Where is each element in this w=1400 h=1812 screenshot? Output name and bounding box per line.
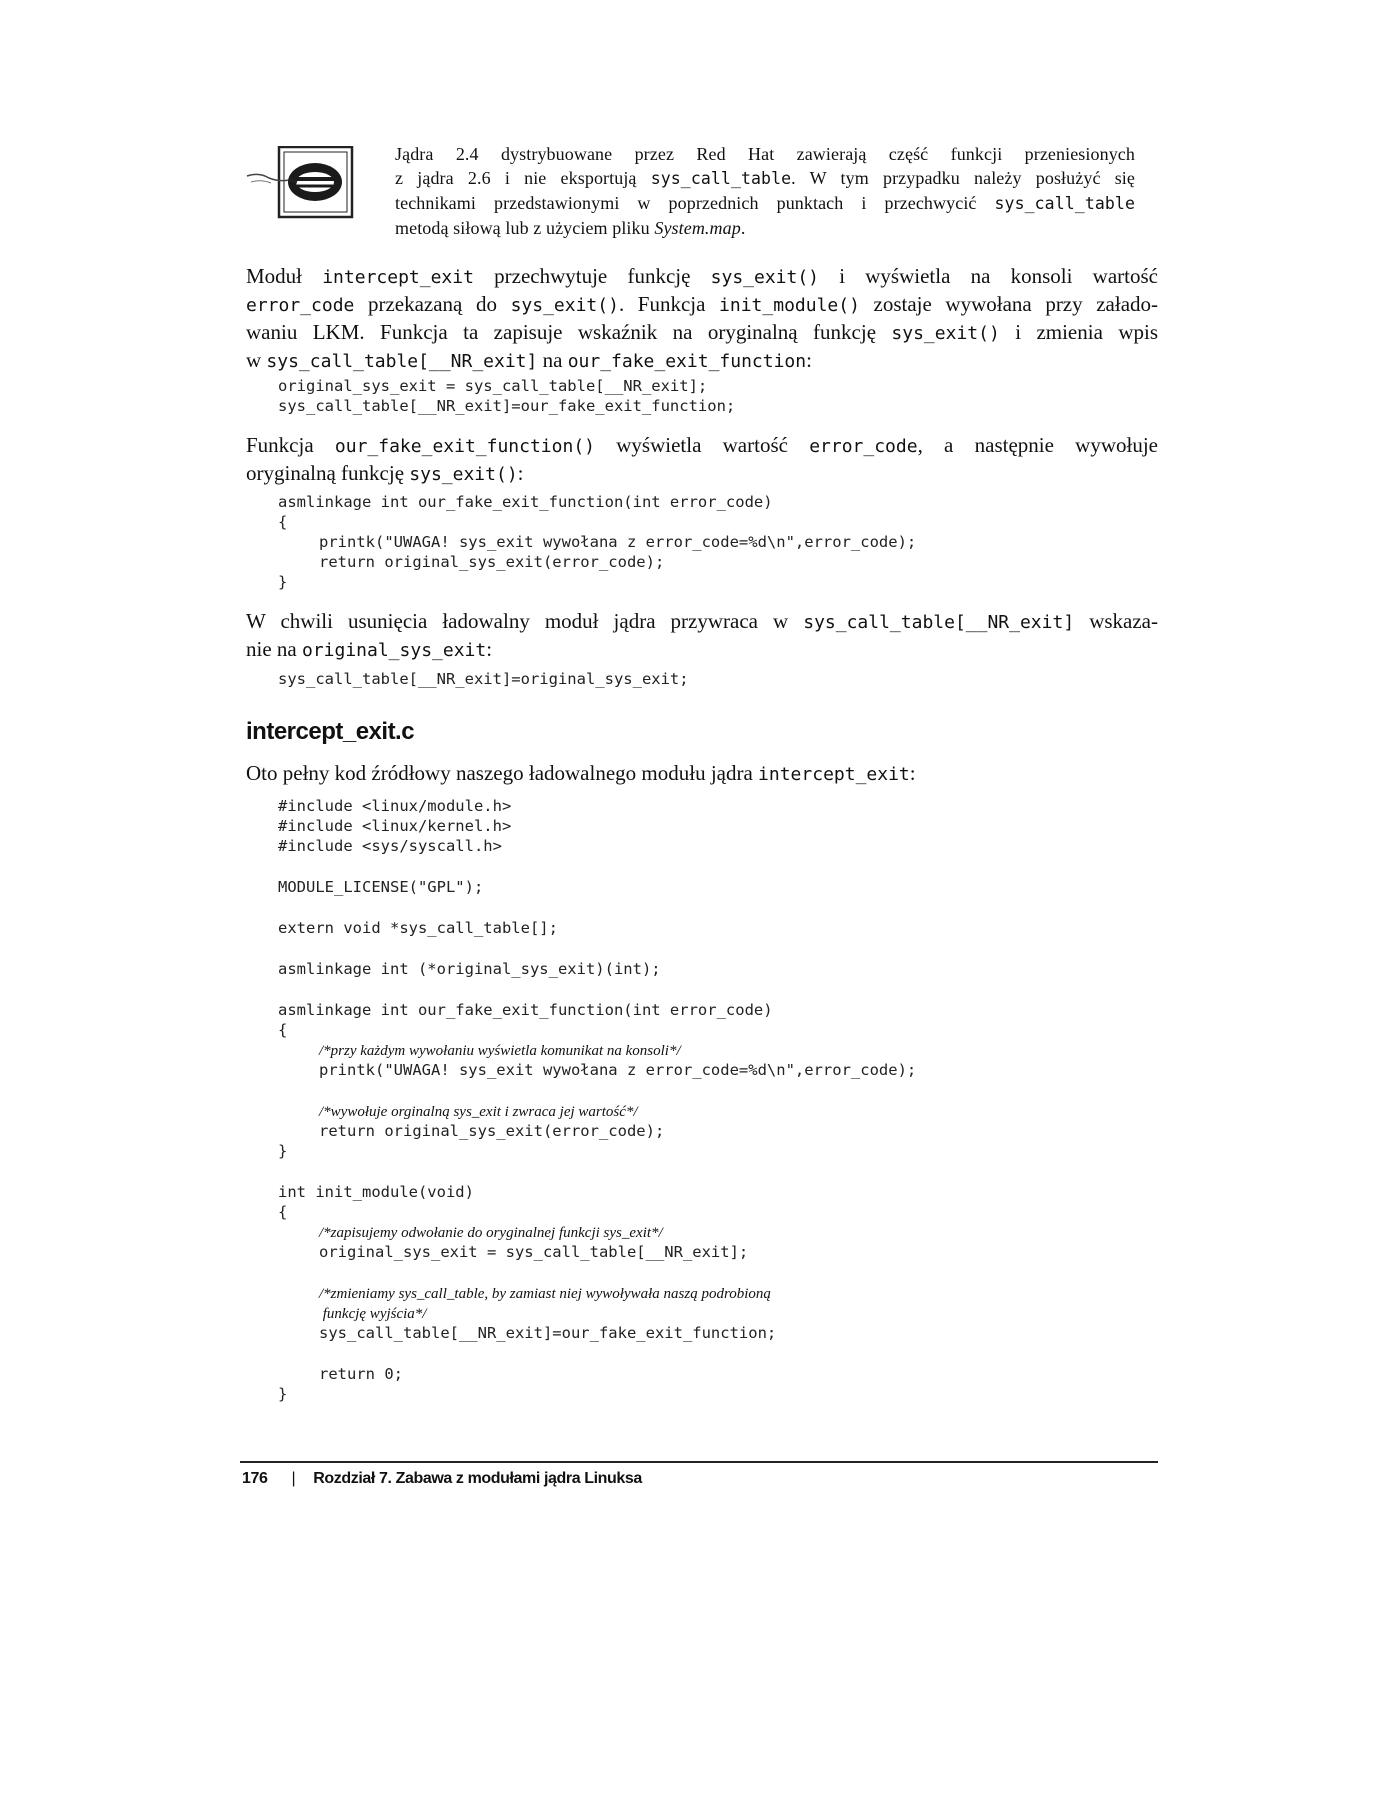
inline-code: sys_call_table[__NR_exit] xyxy=(803,612,1075,633)
code-line xyxy=(278,938,916,959)
note-line xyxy=(395,191,1135,216)
section-heading: intercept_exit.c xyxy=(246,718,415,745)
page-number: 176 xyxy=(242,1470,268,1487)
note-line xyxy=(395,216,1135,240)
code-block-full-source xyxy=(278,796,916,1404)
code-line: #include <linux/module.h> xyxy=(278,797,512,815)
code-line: } xyxy=(278,573,288,591)
inline-code: intercept_exit xyxy=(758,764,910,785)
inline-code: sys_exit() xyxy=(409,464,518,485)
code-block-restore xyxy=(278,669,689,689)
code-line: return original_sys_exit(error_code); xyxy=(319,553,665,571)
code-line: asmlinkage int (*original_sys_exit)(int); xyxy=(278,960,661,978)
code-line xyxy=(278,1343,916,1364)
code-comment: funkcję wyjścia*/ xyxy=(319,1306,427,1322)
text-run: Jądra 2.4 dystrybuowane przez Red Hat zawierają część funkcji przeniesionych xyxy=(395,144,1135,164)
page-footer xyxy=(242,1470,642,1488)
trap-icon xyxy=(245,146,355,224)
inline-code: error_code xyxy=(809,436,918,457)
inline-code: sys_call_table xyxy=(650,169,792,188)
text-run: . xyxy=(740,218,746,238)
code-line: #include <sys/syscall.h> xyxy=(278,837,502,855)
text-run: : xyxy=(909,761,916,785)
text-run: przekazaną do xyxy=(354,292,511,316)
text-run: Moduł xyxy=(246,264,323,288)
note-line xyxy=(395,166,1135,191)
paragraph-line xyxy=(246,460,1158,488)
code-line: { xyxy=(278,513,288,531)
footer-divider xyxy=(240,1461,1158,1463)
text-run: i wyświetla na konsoli wartość xyxy=(819,264,1158,288)
code-line xyxy=(278,1080,916,1101)
code-comment: /*przy każdym wywołaniu wyświetla komunikat na konsoli*/ xyxy=(319,1043,681,1059)
inline-code: our_fake_exit_function() xyxy=(334,436,595,457)
code-line: printk("UWAGA! sys_exit wywołana z error_code=%d\n",error_code); xyxy=(319,533,917,551)
text-run: na xyxy=(537,348,568,372)
code-line: original_sys_exit = sys_call_table[__NR_exit]; xyxy=(319,1243,749,1261)
inline-code: sys_exit() xyxy=(710,267,820,288)
text-run: Funkcja xyxy=(246,433,335,457)
text-run: technikami przedstawionymi w poprzednich punktach i przechwycić xyxy=(395,193,995,213)
paragraph-line xyxy=(246,608,1158,636)
code-line: return original_sys_exit(error_code); xyxy=(319,1122,665,1140)
text-run: metodą siłową lub z użyciem pliku xyxy=(395,218,655,238)
text-run: wyświetla wartość xyxy=(595,433,810,457)
inline-code: intercept_exit xyxy=(322,267,474,288)
code-line xyxy=(278,979,916,1000)
text-run: , a następnie wywołuje xyxy=(917,433,1158,457)
code-line: { xyxy=(278,1203,288,1221)
text-run: Oto pełny kod źródłowy naszego ładowalnego modułu jądra xyxy=(246,761,759,785)
text-run: w xyxy=(246,348,267,372)
inline-code: sys_call_table xyxy=(994,194,1135,213)
paragraph-line xyxy=(246,432,1158,460)
code-line xyxy=(278,1161,916,1182)
code-block-fake-function xyxy=(278,492,916,592)
paragraph-line xyxy=(246,319,1158,347)
code-line: sys_call_table[__NR_exit]=original_sys_exit; xyxy=(278,670,689,688)
inline-code: init_module() xyxy=(719,295,860,316)
inline-code: sys_exit() xyxy=(891,323,1000,344)
footer-separator: | xyxy=(291,1470,296,1487)
inline-code: error_code xyxy=(246,295,355,316)
text-run: i zmienia wpis xyxy=(999,320,1158,344)
text-run: oryginalną funkcję xyxy=(246,461,410,485)
text-run: przechwytuje funkcję xyxy=(473,264,711,288)
text-run: System.map xyxy=(654,218,741,238)
code-line: } xyxy=(278,1142,288,1160)
text-run: waniu LKM. Funkcja ta zapisuje wskaźnik na oryginalną funkcję xyxy=(246,320,892,344)
paragraph-fake-function xyxy=(246,432,1158,488)
code-line: printk("UWAGA! sys_exit wywołana z error_code=%d\n",error_code); xyxy=(319,1061,917,1079)
code-line: asmlinkage int our_fake_exit_function(int error_code) xyxy=(278,1001,773,1019)
note-text xyxy=(395,142,1135,240)
text-run: : xyxy=(517,461,524,485)
paragraph-full-source xyxy=(246,760,1158,788)
paragraph-restore xyxy=(246,608,1158,664)
text-run: : xyxy=(806,348,812,372)
code-comment: /*zapisujemy odwołanie do oryginalnej funkcji sys_exit*/ xyxy=(319,1225,663,1241)
note-line xyxy=(395,142,1135,166)
code-line: asmlinkage int our_fake_exit_function(int error_code) xyxy=(278,493,773,511)
code-line: { xyxy=(278,1021,288,1039)
code-line: sys_call_table[__NR_exit]=our_fake_exit_function; xyxy=(319,1324,777,1342)
paragraph-line xyxy=(246,760,1158,788)
text-run: . Funkcja xyxy=(618,292,720,316)
code-line: MODULE_LICENSE("GPL"); xyxy=(278,878,484,896)
inline-code: original_sys_exit xyxy=(301,640,487,661)
paragraph-line xyxy=(246,636,1158,664)
text-run: : xyxy=(486,637,493,661)
chapter-title: Rozdział 7. Zabawa z modułami jądra Linuksa xyxy=(313,1470,642,1487)
paragraph-module-description xyxy=(246,263,1158,375)
inline-code: sys_exit() xyxy=(510,295,619,316)
code-comment: /*zmieniamy sys_call_table, by zamiast niej wywoływała naszą podrobioną xyxy=(319,1286,771,1302)
code-line: } xyxy=(278,1385,288,1403)
code-line: sys_call_table[__NR_exit]=our_fake_exit_function; xyxy=(278,397,736,415)
code-block-assignment xyxy=(278,376,735,416)
inline-code: sys_call_table[__NR_exit] xyxy=(266,351,538,372)
text-run: . W tym przypadku należy posłużyć się xyxy=(791,168,1135,188)
inline-code: our_fake_exit_function xyxy=(567,351,807,372)
note-box xyxy=(245,142,1145,242)
code-line xyxy=(278,856,916,877)
text-run: z jądra 2.6 i nie eksportują xyxy=(395,168,651,188)
paragraph-line xyxy=(246,263,1158,291)
code-line: int init_module(void) xyxy=(278,1183,474,1201)
paragraph-line xyxy=(246,347,1158,375)
text-run: nie na xyxy=(246,637,302,661)
code-line: original_sys_exit = sys_call_table[__NR_exit]; xyxy=(278,377,708,395)
text-run: wskaza- xyxy=(1074,609,1159,633)
code-line xyxy=(278,1262,916,1283)
code-line: return 0; xyxy=(319,1365,403,1383)
code-comment: /*wywołuje orginalną sys_exit i zwraca jej wartość*/ xyxy=(319,1104,638,1120)
code-line xyxy=(278,897,916,918)
text-run: zostaje wywołana przy załado- xyxy=(859,292,1159,316)
text-run: W chwili usunięcia ładowalny moduł jądra przywraca w xyxy=(246,609,804,633)
paragraph-line xyxy=(246,291,1158,319)
code-line: #include <linux/kernel.h> xyxy=(278,817,512,835)
code-line: extern void *sys_call_table[]; xyxy=(278,919,558,937)
